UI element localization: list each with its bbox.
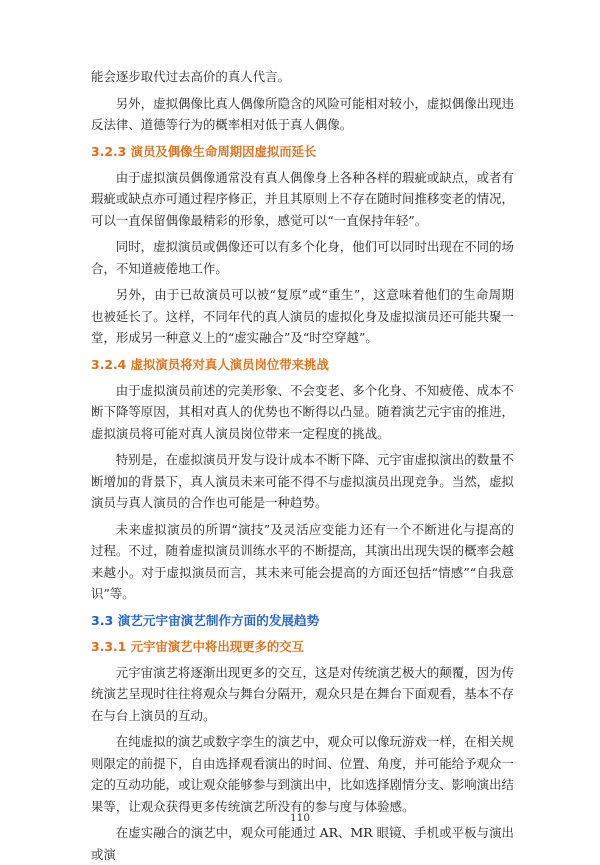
section-heading-3-3-1: 3.3.1 元宇宙演艺中将出现更多的交互: [91, 638, 305, 654]
paragraph: 同时，虚拟演员或偶像还可以有多个化身，他们可以同时出现在不同的场合，不知道疲倦地工作。: [91, 239, 514, 276]
paragraph: 另外，由于已故演员可以被“复原”或“重生”，这意味着他们的生命周期也被延长了。这样，不同年代的真人演员的虚拟化身及虚拟演员还可能共聚一堂，形成另一种意义上的“虚实融合”及“时空穿越”。: [91, 287, 514, 345]
section-heading-3-3: 3.3 演艺元宇宙演艺制作方面的发展趋势: [91, 612, 320, 628]
paragraph: 特别是，在虚拟演员开发与设计成本不断下降、元宇宙虚拟演出的数量不断增加的背景下，真人演员未来可能不得不与虚拟演员出现竞争。当然，虚拟演员与真人演员的合作也可能是一种趋势。: [91, 452, 514, 510]
paragraph: 未来虚拟演员的所谓“演技”及灵活应变能力还有一个不断进化与提高的过程。不过，随着虚拟演员训练水平的不断提高，其演出出现失误的概率会越来越小。对于虚拟演员而言，其未来可能会提高的方面还包括“情感”“自我意识”等。: [91, 521, 514, 601]
paragraph: 元宇宙演艺将逐渐出现更多的交互，这是对传统演艺极大的颠覆，因为传统演艺呈现时往往将观众与舞台分隔开，观众只是在舞台下面观看，基本不存在与台上演员的互动。: [91, 664, 514, 723]
paragraph: 在虚实融合的演艺中，观众可能通过 AR、MR 眼镜、手机或平板与演出或演: [91, 825, 514, 862]
section-heading-3-2-4: 3.2.4 虚拟演员将对真人演员岗位带来挑战: [91, 356, 329, 372]
paragraph: 由于虚拟演员偶像通常没有真人偶像身上各种各样的瑕疵或缺点，或者有瑕疵或缺点亦可通过程序修正，并且其原则上不存在随时间推移变老的情况，可以一直保留偶像最精彩的形象，感觉可以“一直保持年轻”。: [91, 169, 514, 228]
section-heading-3-2-3: 3.2.3 演员及偶像生命周期因虚拟而延长: [91, 143, 317, 159]
paragraph: 能会逐步取代过去高价的真人代言。: [91, 69, 291, 84]
paragraph: 在纯虚拟的演艺或数字孪生的演艺中，观众可以像玩游戏一样，在相关规则限定的前提下，自由选择观看演出的时间、位置、角度，并可能给予观众一定的互动功能，或让观众能够参与到演出中，比如选择剧情分支、影响演出结果等，让观众获得更多传统演艺所没有的参与度与体验感。: [91, 734, 514, 814]
page-number: 110: [289, 812, 311, 824]
paragraph: 另外，虚拟偶像比真人偶像所隐含的风险可能相对较小，虚拟偶像出现违反法律、道德等行为的概率相对低于真人偶像。: [91, 95, 514, 132]
paragraph: 由于虚拟演员前述的完美形象、不会变老、多个化身、不知疲倦、成本不断下降等原因，其相对真人的优势也不断得以凸显。随着演艺元宇宙的推进，虚拟演员将可能对真人演员岗位带来一定程度的挑战。: [91, 382, 514, 441]
